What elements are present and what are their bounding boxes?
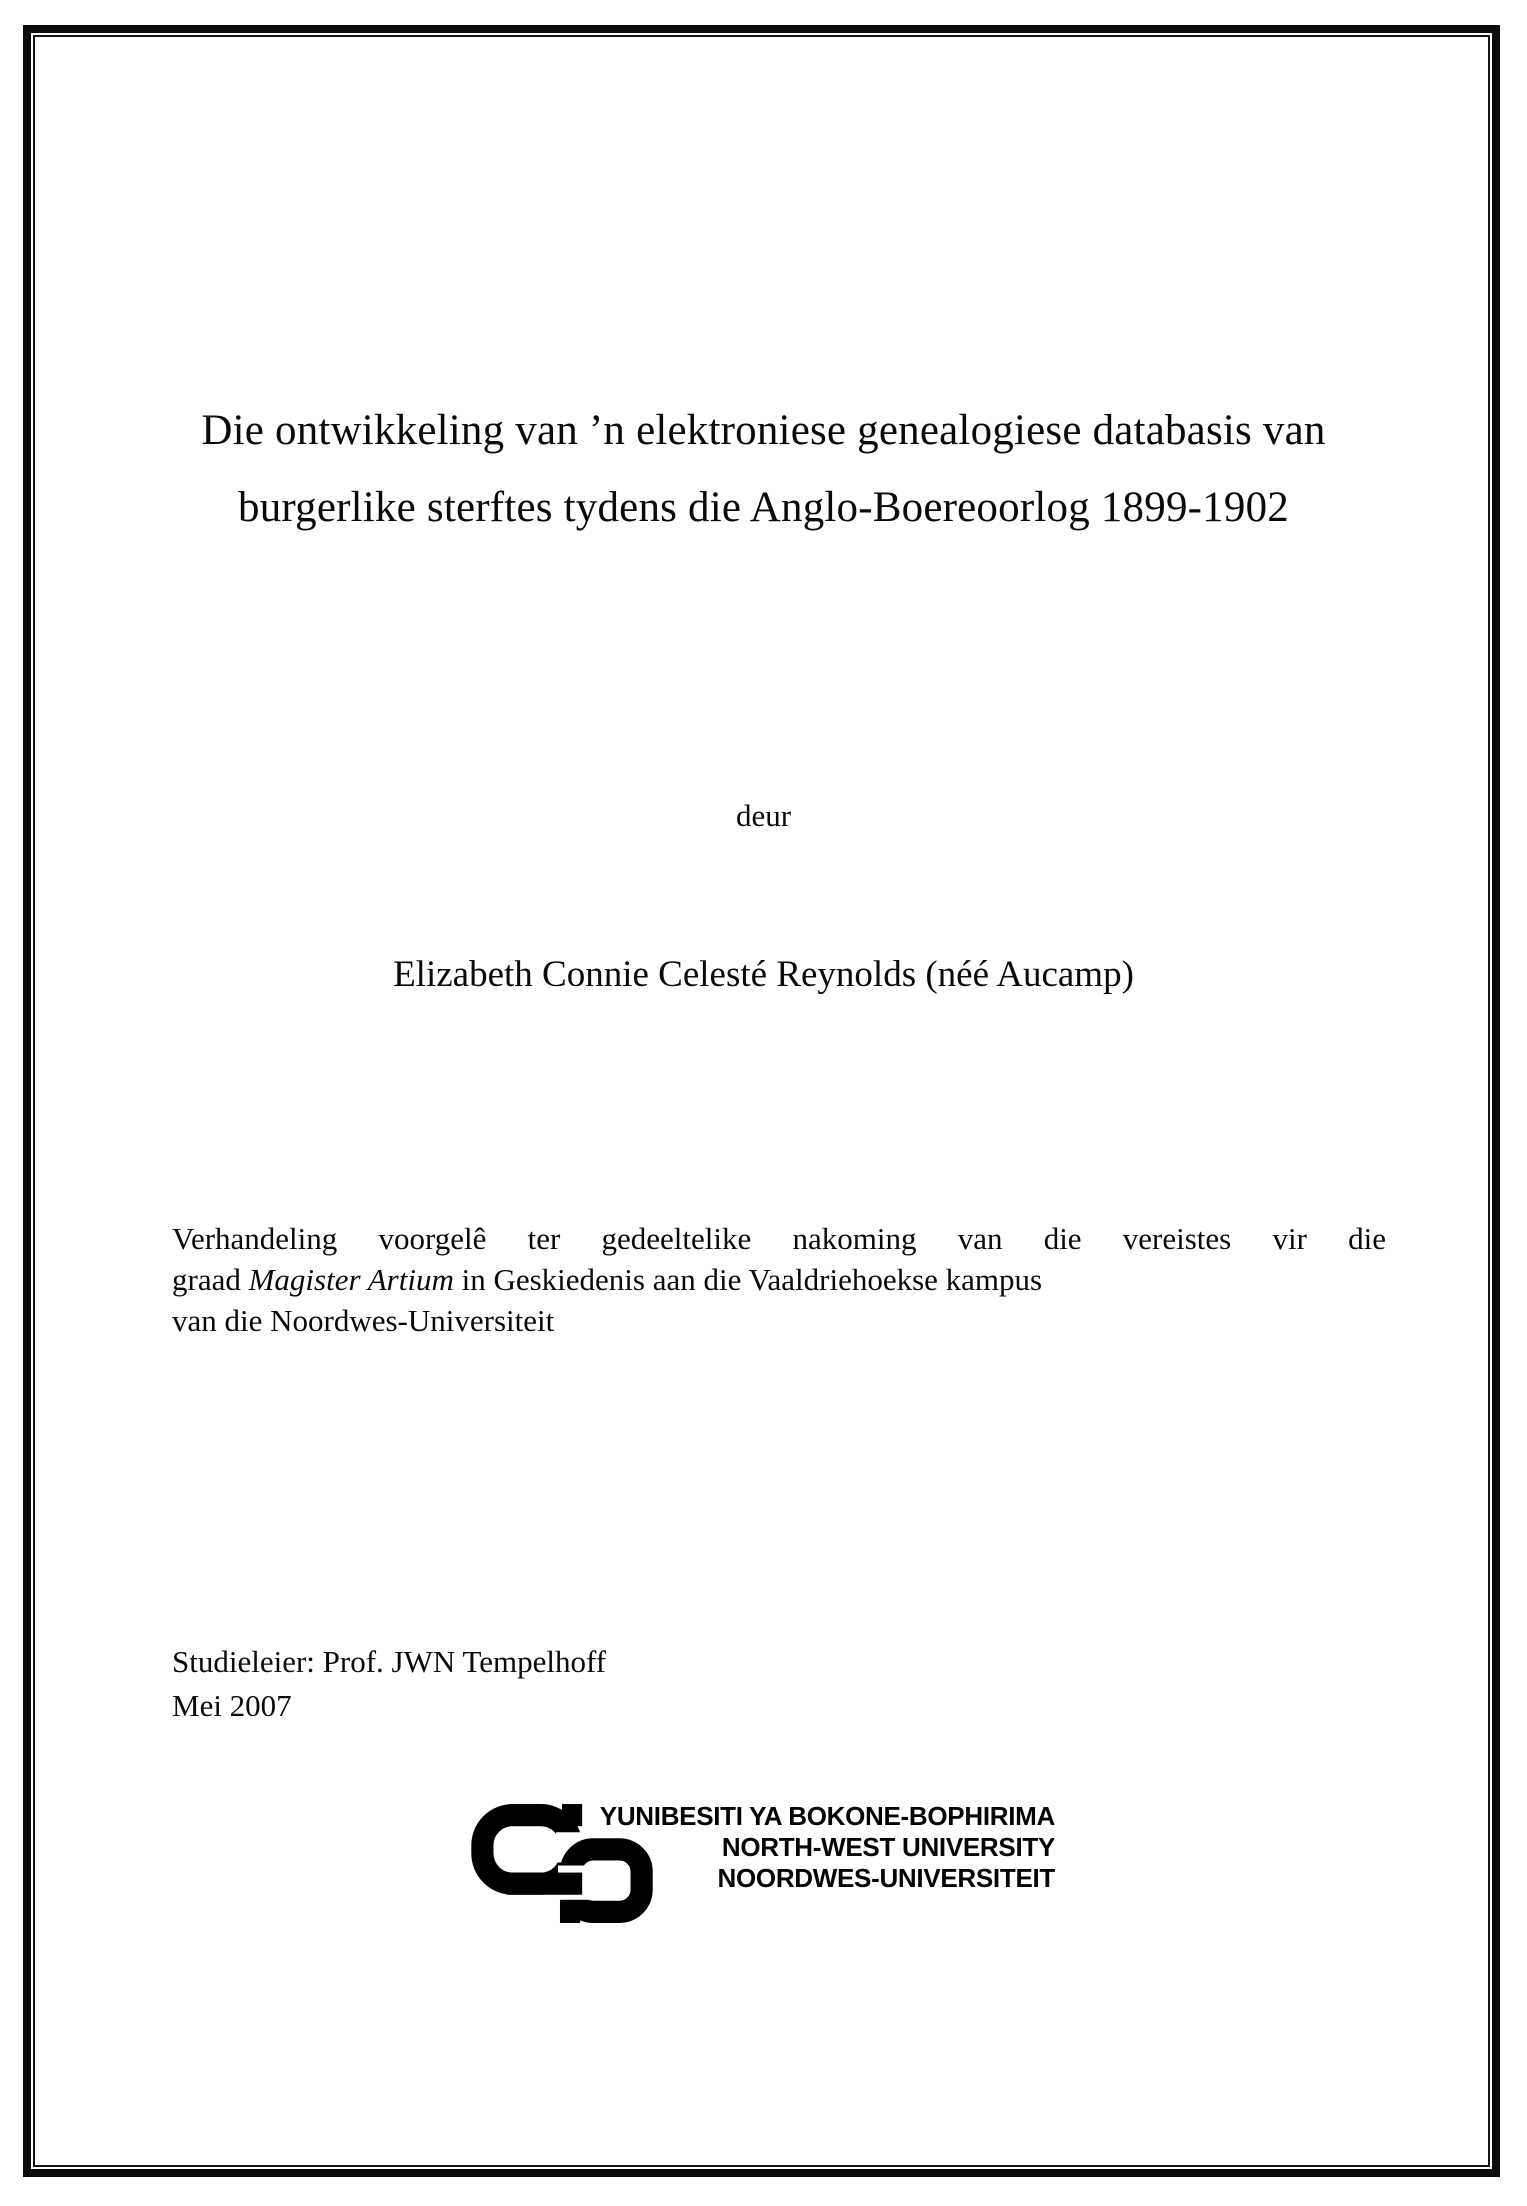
degree-statement — [172, 1218, 1386, 1341]
nwu-logo-line3: NOORDWES-UNIVERSITEIT — [717, 1863, 1055, 1893]
thesis-title — [90, 392, 1437, 546]
byline-label: deur — [735, 798, 792, 833]
author-name: Elizabeth Connie Celesté Reynolds (néé Aucamp) — [393, 954, 1134, 995]
degree-statement-line3: van die Noordwes-Universiteit — [172, 1303, 555, 1338]
degree-statement-line2-post: in Geskiedenis aan die Vaaldriehoekse kampus — [453, 1262, 1043, 1297]
nwu-logo-line2: NORTH-WEST UNIVERSITY — [721, 1832, 1055, 1862]
thesis-title-line1: Die ontwikkeling van ’n elektroniese genealogiese databasis van — [201, 407, 1326, 454]
degree-statement-line2 — [172, 1259, 1386, 1300]
degree-name-italic: Magister Artium — [248, 1262, 454, 1297]
degree-statement-line2-pre: graad — [172, 1262, 249, 1297]
nwu-logo-wordmark — [585, 1801, 1055, 1894]
degree-statement-line1: Verhandeling voorgelê ter gedeeltelike nakoming van die vereistes vir die — [172, 1221, 1386, 1256]
supervisor-line: Studieleier: Prof. JWN Tempelhoff — [172, 1644, 607, 1679]
nwu-logo-line1: YUNIBESITI YA BOKONE-BOPHIRIMA — [599, 1801, 1055, 1831]
supervisor-block — [172, 1640, 606, 1728]
date-line: Mei 2007 — [172, 1688, 292, 1723]
thesis-title-line2: burgerlike sterftes tydens die Anglo-Boereoorlog 1899-1902 — [238, 484, 1289, 531]
